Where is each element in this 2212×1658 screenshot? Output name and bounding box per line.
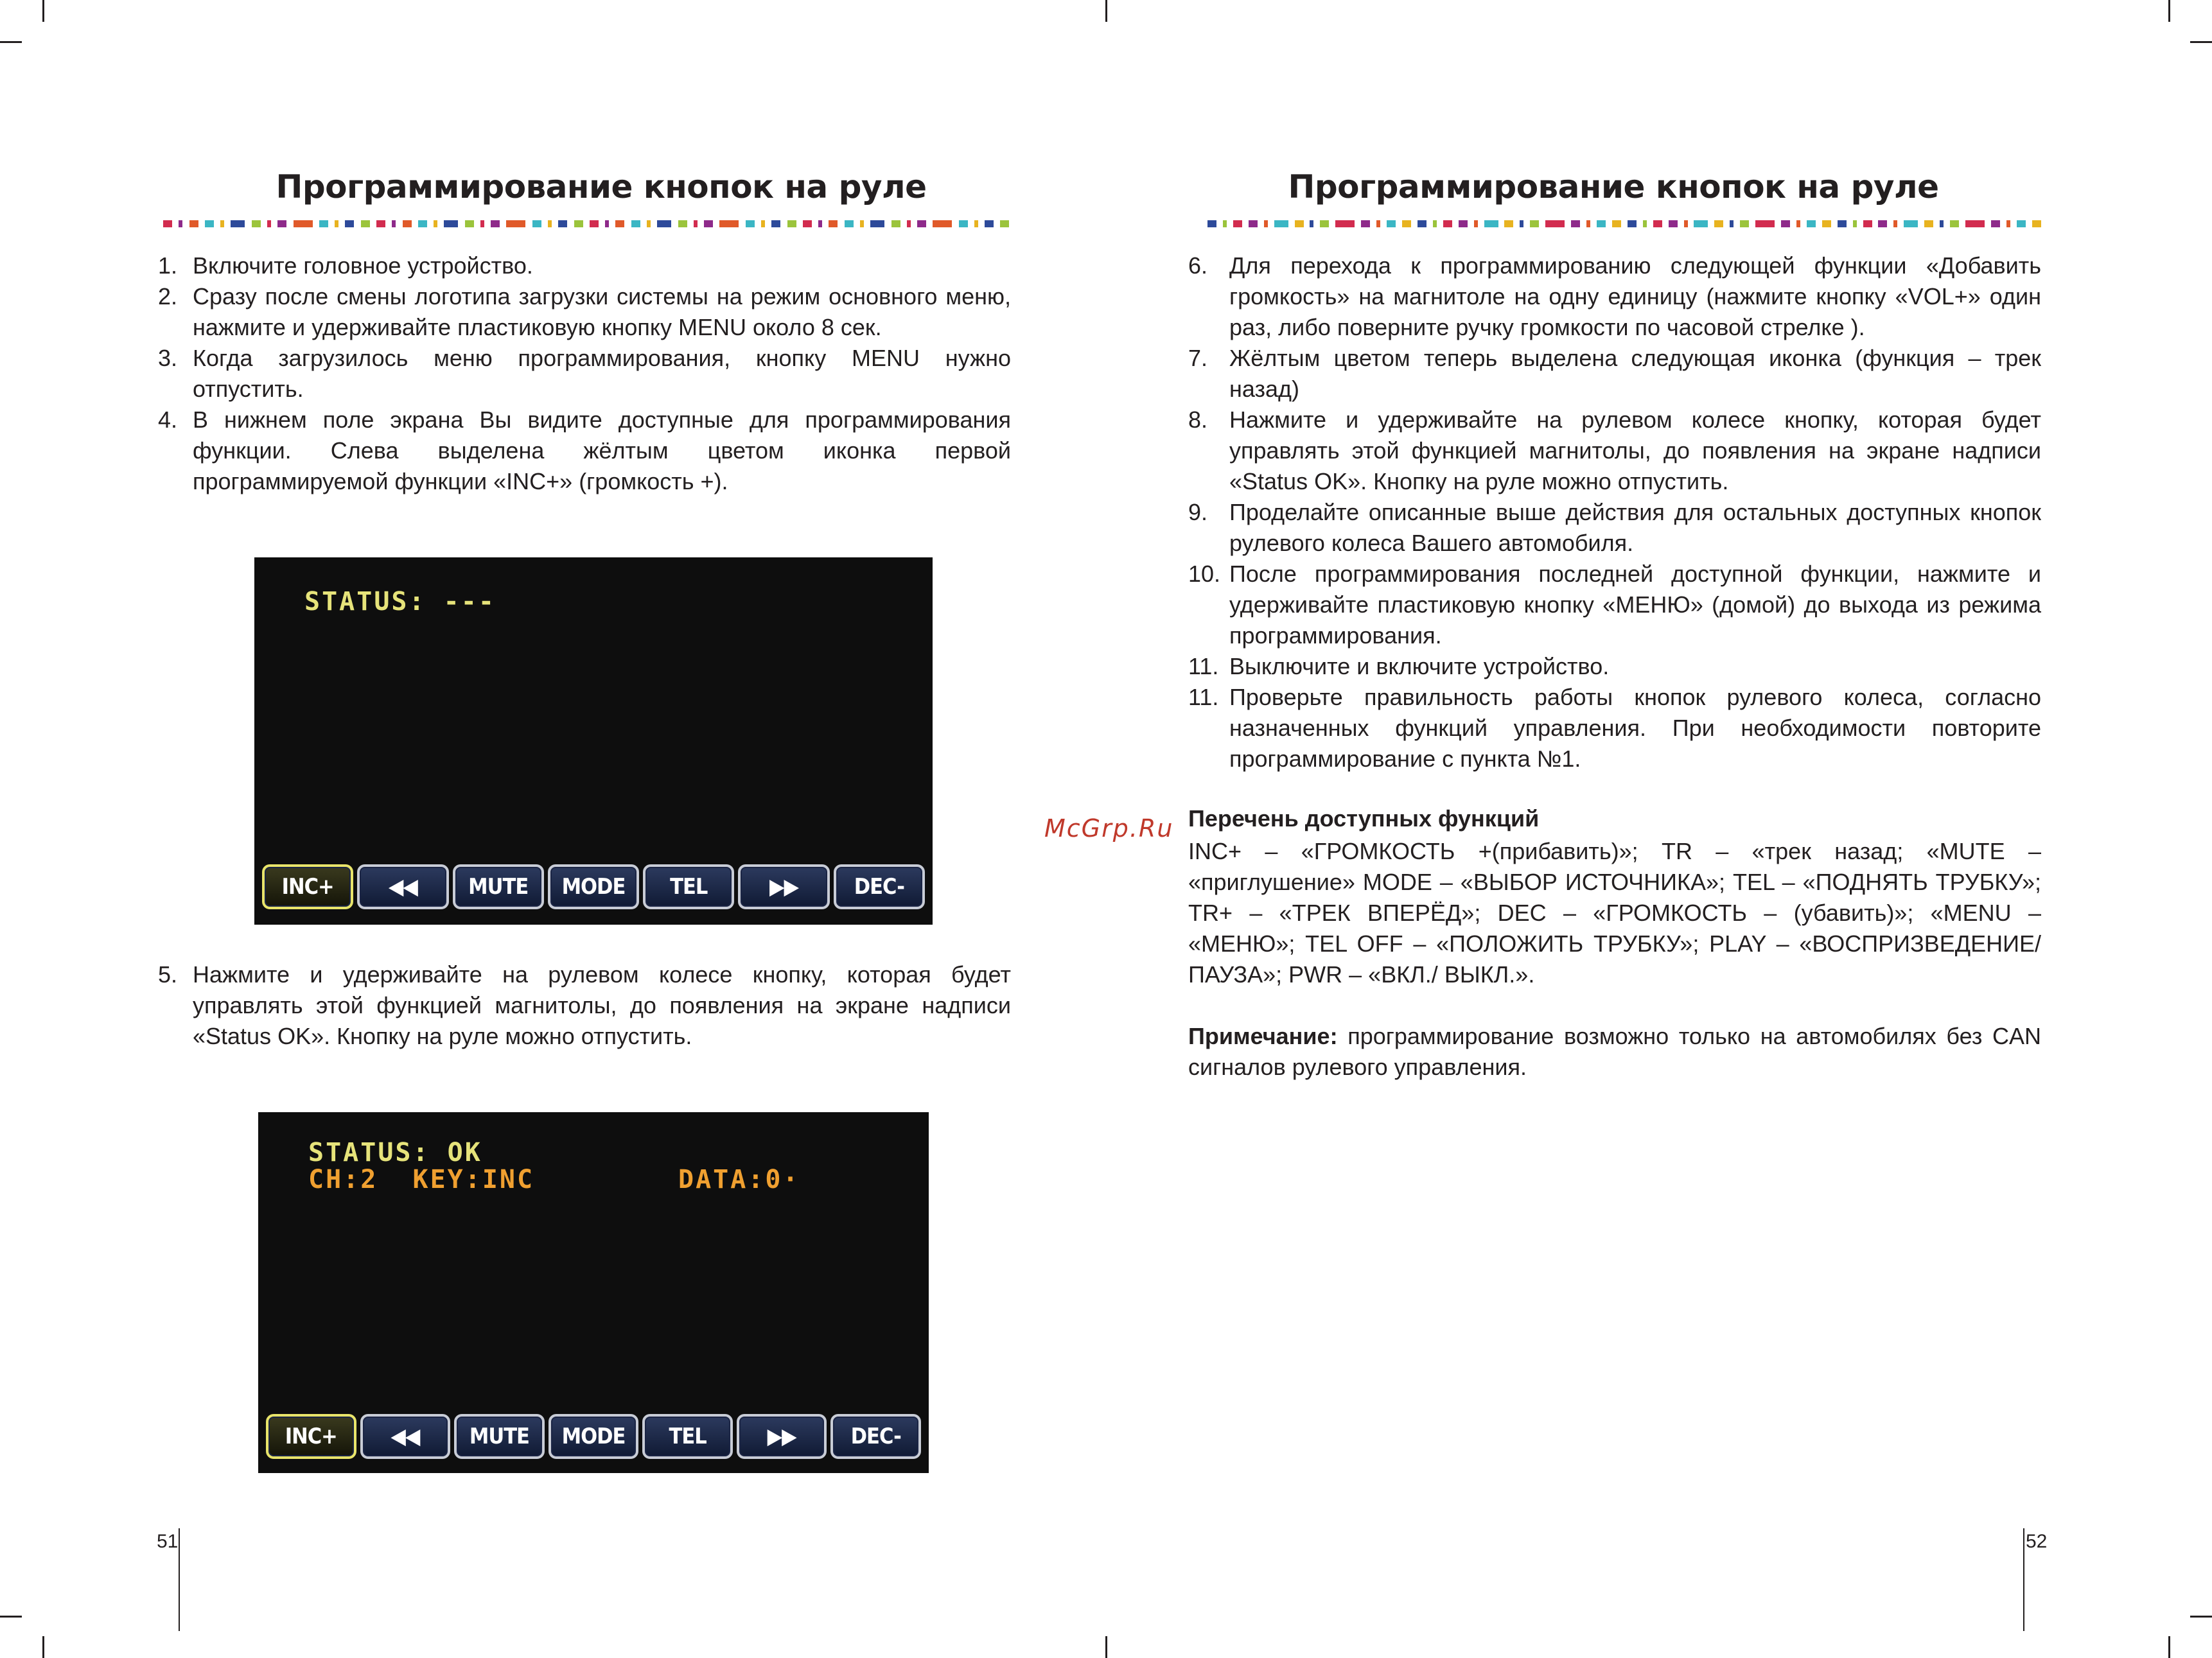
step-7: 7. Жёлтым цветом теперь выделена следующая иконка (функция – трек назад) <box>1188 345 2041 402</box>
crop-mark <box>42 0 44 22</box>
rule-dash <box>558 220 567 227</box>
page-title-right: Программирование кнопок на руле <box>1288 168 1939 205</box>
step-6: 6. Для перехода к программированию следующей функции «Добавить громкость» на магнитоле на одну единицу (нажмите кнопку «VOL+» один раз, либо поверните ручку громкости по часовой стрелке ). <box>1188 252 2041 340</box>
rule-dash <box>1264 220 1268 227</box>
rule-dash <box>491 220 500 227</box>
rule-dash <box>574 220 583 227</box>
function-button-bar <box>262 864 925 909</box>
rule-dash <box>1730 220 1734 227</box>
rule-dash <box>335 220 338 227</box>
rule-dash <box>361 220 370 227</box>
rule-dash <box>1740 220 1749 227</box>
rule-dash <box>1335 220 1355 227</box>
rule-dash <box>403 220 412 227</box>
track-forward-button[interactable]: ▶▶ <box>738 864 829 909</box>
rule-dash <box>1684 220 1688 227</box>
rule-dash <box>1714 220 1723 227</box>
rule-dash <box>1320 220 1329 227</box>
rule-dash <box>1530 220 1539 227</box>
rule-dash <box>1361 220 1370 227</box>
rule-dash <box>1796 220 1800 227</box>
rule-dash <box>2006 220 2010 227</box>
rule-dash <box>1643 220 1647 227</box>
rule-dash <box>870 220 884 227</box>
rule-dash <box>1545 220 1565 227</box>
rule-dash <box>891 220 900 227</box>
head-unit-screen-1 <box>254 557 933 925</box>
track-back-button[interactable]: ◀◀ <box>360 1414 451 1459</box>
tel-button[interactable]: TEL <box>643 864 734 909</box>
rule-dash <box>647 220 651 227</box>
rule-dash <box>1893 220 1897 227</box>
dotted-rule-right <box>1207 220 2041 227</box>
rule-dash <box>761 220 765 227</box>
rule-dash <box>907 220 911 227</box>
rule-dash <box>1310 220 1313 227</box>
rule-dash <box>179 220 182 227</box>
rule-dash <box>818 220 822 227</box>
note-text: программирование возможно только на автомобилях без CAN сигналов рулевого управления. <box>1188 1023 2041 1080</box>
rule-dash <box>787 220 796 227</box>
dotted-rule-left <box>163 220 1010 227</box>
rule-dash <box>678 220 687 227</box>
steps-list-left-2 <box>158 959 1011 1052</box>
page-number-left: 51 <box>157 1531 179 1552</box>
rule-dash <box>1474 220 1478 227</box>
rule-dash <box>1965 220 1985 227</box>
watermark: McGrp.Ru <box>1044 814 1174 842</box>
data-readout: DATA:0· <box>678 1165 800 1194</box>
rule-dash <box>1443 220 1452 227</box>
rule-dash <box>933 220 952 227</box>
rule-dash <box>1484 220 1498 227</box>
step-11a: 11. Выключите и включите устройство. <box>1188 653 1610 679</box>
rule-dash <box>719 220 739 227</box>
rule-dash <box>829 220 838 227</box>
mode-button[interactable]: MODE <box>549 1414 639 1459</box>
inc-plus-button[interactable]: INC+ <box>266 1414 356 1459</box>
rule-dash <box>974 220 978 227</box>
rule-dash <box>985 220 994 227</box>
rule-dash <box>1991 220 2000 227</box>
step-11b: 11. Проверьте правильность работы кнопок рулевого колеса, согласно назначенных функций управления. При необходимости повторите программирование с пункта №1. <box>1188 684 2041 772</box>
step-10: 10. После программирования последней доступной функции, нажмите и удерживайте пластиковую кнопку «МЕНЮ» (домой) до выхода из режима программирования. <box>1188 561 2041 649</box>
rule-dash <box>1781 220 1790 227</box>
rule-dash <box>1853 220 1857 227</box>
rule-dash <box>1612 220 1621 227</box>
rule-dash <box>704 220 713 227</box>
rule-dash <box>590 220 599 227</box>
crop-mark <box>2190 41 2212 43</box>
rule-dash <box>2017 220 2026 227</box>
rule-dash <box>746 220 755 227</box>
rule-dash <box>1433 220 1437 227</box>
crop-mark <box>0 1616 22 1618</box>
steps-list-left <box>158 250 1011 497</box>
rule-dash <box>277 220 286 227</box>
rule-dash <box>294 220 313 227</box>
rule-dash <box>1233 220 1242 227</box>
crop-mark <box>2190 1616 2212 1618</box>
note-label: Примечание: <box>1188 1023 1338 1049</box>
rule-dash <box>1000 220 1009 227</box>
rule-dash <box>1950 220 1959 227</box>
rule-dash <box>1295 220 1304 227</box>
crop-mark <box>0 41 22 43</box>
step-2: 2. Сразу после смены логотипа загрузки системы на режим основного меню, нажмите и удерживайте пластиковую кнопку MENU около 8 сек. <box>158 283 1011 340</box>
dec-minus-button[interactable]: DEC- <box>834 864 925 909</box>
rule-dash <box>1807 220 1816 227</box>
rule-dash <box>694 220 698 227</box>
rule-dash <box>1863 220 1872 227</box>
step-1: 1. Включите головное устройство. <box>158 252 533 279</box>
mute-button[interactable]: MUTE <box>453 864 544 909</box>
rule-dash <box>1223 220 1227 227</box>
page-edge-line <box>179 1528 180 1631</box>
rule-dash <box>1418 220 1426 227</box>
rule-dash <box>1586 220 1590 227</box>
page-title-left: Программирование кнопок на руле <box>276 168 927 205</box>
rule-dash <box>1669 220 1678 227</box>
rule-dash <box>345 220 354 227</box>
rule-dash <box>418 220 427 227</box>
page-edge-line <box>2023 1528 2024 1631</box>
rule-dash <box>1274 220 1288 227</box>
rule-dash <box>1755 220 1775 227</box>
rule-dash <box>615 220 624 227</box>
rule-dash <box>532 220 541 227</box>
rule-dash <box>605 220 609 227</box>
rule-dash <box>845 220 854 227</box>
rule-dash <box>267 220 271 227</box>
step-3: 3. Когда загрузилось меню программирования, кнопку MENU нужно отпустить. <box>158 345 1011 402</box>
rule-dash <box>1653 220 1662 227</box>
status-readout: STATUS: --- <box>304 587 496 616</box>
crop-mark <box>42 1636 44 1658</box>
status-readout: STATUS: OK <box>308 1138 482 1167</box>
functions-text: INC+ – «ГРОМКОСТЬ +(прибавить)»; TR – «трек назад; «MUTE – «приглушение» MODE – «ВЫБОР ИСТОЧНИКА»; TEL – «ПОДНЯТЬ ТРУБКУ»; TR+ – «ТРЕК ВПЕРЁД»; DEC – «ГРОМКОСТЬ – (убавить)»; «MENU – «МЕНЮ»; TEL OFF – «ПОЛОЖИТЬ ТРУБКУ»; PLAY – «ВОСПРИЗВЕДЕНИЕ/ ПАУЗА»; PWR – «ВКЛ./ ВЫКЛ.». <box>1188 838 2041 988</box>
note <box>1188 1021 2041 1083</box>
rule-dash <box>2032 220 2041 227</box>
rule-dash <box>480 220 484 227</box>
crop-mark <box>1105 0 1107 22</box>
mute-button[interactable]: MUTE <box>454 1414 545 1459</box>
rule-dash <box>1628 220 1637 227</box>
head-unit-screen-2 <box>258 1112 929 1473</box>
rule-dash <box>319 220 328 227</box>
function-button-bar <box>266 1414 921 1459</box>
steps-list-right <box>1188 250 2041 774</box>
rule-dash <box>220 220 224 227</box>
rule-dash <box>1940 220 1944 227</box>
rule-dash <box>771 220 780 227</box>
track-back-button[interactable]: ◀◀ <box>357 864 448 909</box>
channel-key-readout: CH:2 KEY:INC <box>308 1165 535 1194</box>
rule-dash <box>1504 220 1513 227</box>
rule-dash <box>1387 220 1396 227</box>
rule-dash <box>1904 220 1918 227</box>
step-5: 5. Нажмите и удерживайте на рулевом колесе кнопку, которая будет управлять этой функцией магнитолы, до появления на экране надписи «Status OK». Кнопку на руле можно отпустить. <box>158 961 1011 1049</box>
rule-dash <box>252 220 261 227</box>
step-8: 8. Нажмите и удерживайте на рулевом колесе кнопку, которая будет управлять этой функцией магнитолы, до появления на экране надписи «Status OK». Кнопку на руле можно отпустить. <box>1188 406 2041 494</box>
rule-dash <box>444 220 458 227</box>
rule-dash <box>1459 220 1468 227</box>
rule-dash <box>1924 220 1933 227</box>
rule-dash <box>1878 220 1887 227</box>
rule-dash <box>1520 220 1523 227</box>
step-4: 4. В нижнем поле экрана Вы видите доступные для программирования функции. Слева выделена жёлтым цветом иконка первой программируемой функции «INC+» (громкость +). <box>158 406 1011 494</box>
track-forward-button[interactable]: ▶▶ <box>737 1414 827 1459</box>
rule-dash <box>917 220 926 227</box>
crop-mark <box>2168 1636 2170 1658</box>
rule-dash <box>631 220 640 227</box>
rule-dash <box>1822 220 1831 227</box>
step-9: 9. Проделайте описанные выше действия для остальных доступных кнопок рулевого колеса Вашего автомобиля. <box>1188 499 2041 556</box>
dec-minus-button[interactable]: DEC- <box>830 1414 921 1459</box>
tel-button[interactable]: TEL <box>642 1414 733 1459</box>
rule-dash <box>465 220 474 227</box>
rule-dash <box>392 220 396 227</box>
rule-dash <box>959 220 968 227</box>
rule-dash <box>1402 220 1411 227</box>
rule-dash <box>548 220 552 227</box>
rule-dash <box>434 220 437 227</box>
rule-dash <box>860 220 864 227</box>
rule-dash <box>657 220 671 227</box>
mode-button[interactable]: MODE <box>548 864 639 909</box>
inc-plus-button[interactable]: INC+ <box>262 864 353 909</box>
rule-dash <box>163 220 172 227</box>
rule-dash <box>205 220 214 227</box>
rule-dash <box>1249 220 1258 227</box>
rule-dash <box>506 220 525 227</box>
rule-dash <box>1838 220 1847 227</box>
crop-mark <box>2168 0 2170 22</box>
rule-dash <box>1376 220 1380 227</box>
rule-dash <box>189 220 198 227</box>
rule-dash <box>376 220 385 227</box>
rule-dash <box>1571 220 1580 227</box>
rule-dash <box>803 220 812 227</box>
functions-heading: Перечень доступных функций <box>1188 805 1540 832</box>
page-number-right: 52 <box>2026 1531 2048 1552</box>
crop-mark <box>1105 1636 1107 1658</box>
rule-dash <box>1597 220 1606 227</box>
rule-dash <box>1207 220 1216 227</box>
rule-dash <box>231 220 245 227</box>
rule-dash <box>1694 220 1708 227</box>
